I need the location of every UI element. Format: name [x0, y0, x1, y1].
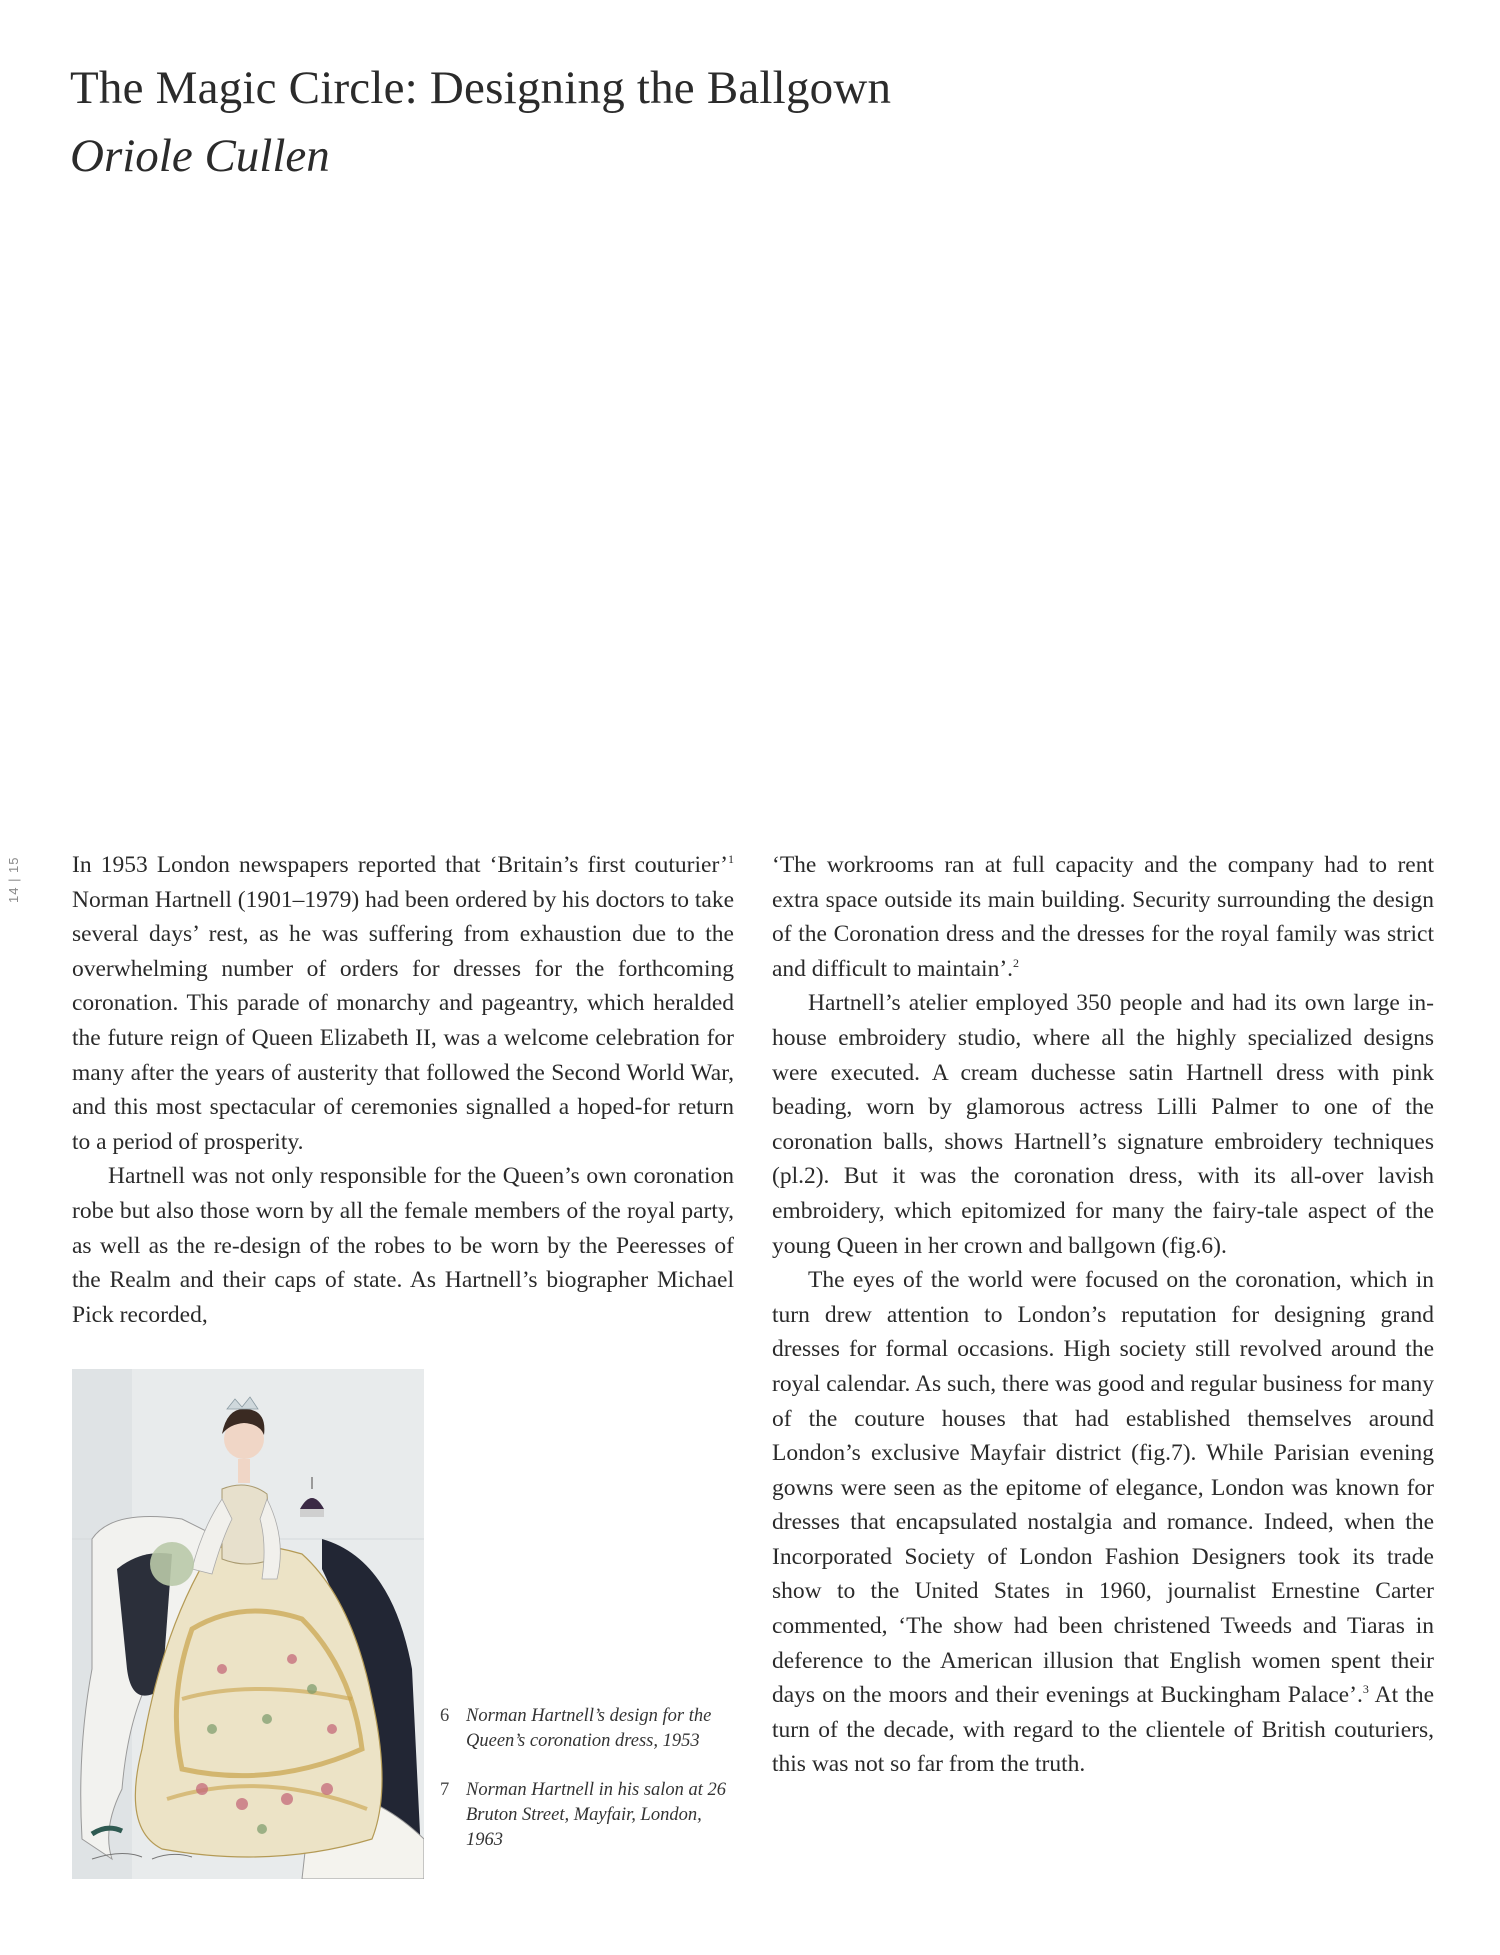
paragraph-text: The eyes of the world were focused on the coronation, which in turn drew attention to London’s reputation for designing grand dresses for formal occasions. High society still revolved around the royal calendar. As such, there was good and regular business for many of the couture houses that had established themselves around London’s exclusive Mayfair district (fig.7). While Parisian evening gowns were seen as the epitome of elegance, London was known for dresses that encapsulated nostalgia and romance. Indeed, when the Incorporated Society of London Fashion Designers took its trade show to the United States in 1960, journalist Ernestine Carter commented, ‘The show had been christened Tweeds and Tiaras in deference to the American illusion that English women spent their days on the moors and their evenings at Buckingham Palace’.	[772, 1267, 1434, 1709]
caption-text: Norman Hartnell’s design for the Queen’s coronation dress, 1953	[466, 1706, 712, 1751]
paragraph-text: In 1953 London newspapers reported that ‘Britain’s first couturier’	[72, 852, 728, 878]
paragraph	[772, 848, 1434, 986]
figure-6-illustration	[72, 1369, 424, 1879]
footnote-marker[interactable]: 2	[1013, 955, 1020, 970]
footnote-marker[interactable]: 3	[1362, 1682, 1369, 1697]
paragraph	[72, 848, 734, 1159]
coronation-dress-drawing	[72, 1369, 424, 1879]
right-text-column	[772, 848, 1434, 1782]
paragraph-text: Norman Hartnell (1901–1979) had been ordered by his doctors to take several days’ rest, as he was suffering from exhaustion due to the overwhelming number of orders for dresses for the forthcoming coronation. This parade of monarchy and pageantry, which heralded the future reign of Queen Elizabeth II, was a welcome celebration for many after the years of austerity that followed the Second World War, and this most spectacular of ceremonies signalled a hoped-for return to a period of prosperity.	[72, 886, 734, 1155]
paragraph: Hartnell’s atelier employed 350 people and had its own large in-house embroidery studio, where all the highly specialized designs were executed. A cream duchesse satin Hartnell dress with pink beading, worn by glamorous actress Lilli Palmer to one of the coronation balls, shows Hartnell’s signature embroidery techniques (pl.2). But it was the coronation dress, with its all-over lavish embroidery, which epitomized for many the fairy-tale aspect of the young Queen in her crown and ballgown (fig.6).	[772, 990, 1434, 1259]
caption-number: 6	[440, 1706, 450, 1726]
paragraph: Hartnell was not only responsible for the Queen’s own coronation robe but also those worn by all the female members of the royal party, as well as the re-design of the robes to be worn by the Peeresses of the Realm and their caps of state. As Hartnell’s biographer Michael Pick recorded,	[72, 1163, 734, 1328]
caption-figure-6	[440, 1704, 740, 1754]
caption-figure-7	[440, 1778, 740, 1853]
figure-captions	[440, 1704, 740, 1877]
paragraph-text: ‘The workrooms ran at full capacity and the company had to rent extra space outside its main building. Security surrounding the design of the Coronation dress and the dresses for the royal family was strict and difficult to maintain’.	[772, 852, 1434, 982]
footnote-marker[interactable]: 1	[728, 852, 734, 866]
article-author: Oriole Cullen	[70, 130, 330, 182]
paragraph-text: At the turn of the decade, with regard to the clientele of British couturiers, this was not so far from the truth.	[772, 1682, 1435, 1778]
caption-number: 7	[440, 1780, 450, 1800]
paragraph	[772, 1263, 1434, 1782]
caption-text: Norman Hartnell in his salon at 26 Bruton Street, Mayfair, London, 1963	[466, 1780, 727, 1850]
article-title: The Magic Circle: Designing the Ballgown	[70, 62, 892, 114]
page-number: 14 | 15	[6, 856, 21, 904]
left-text-column	[72, 848, 734, 1332]
